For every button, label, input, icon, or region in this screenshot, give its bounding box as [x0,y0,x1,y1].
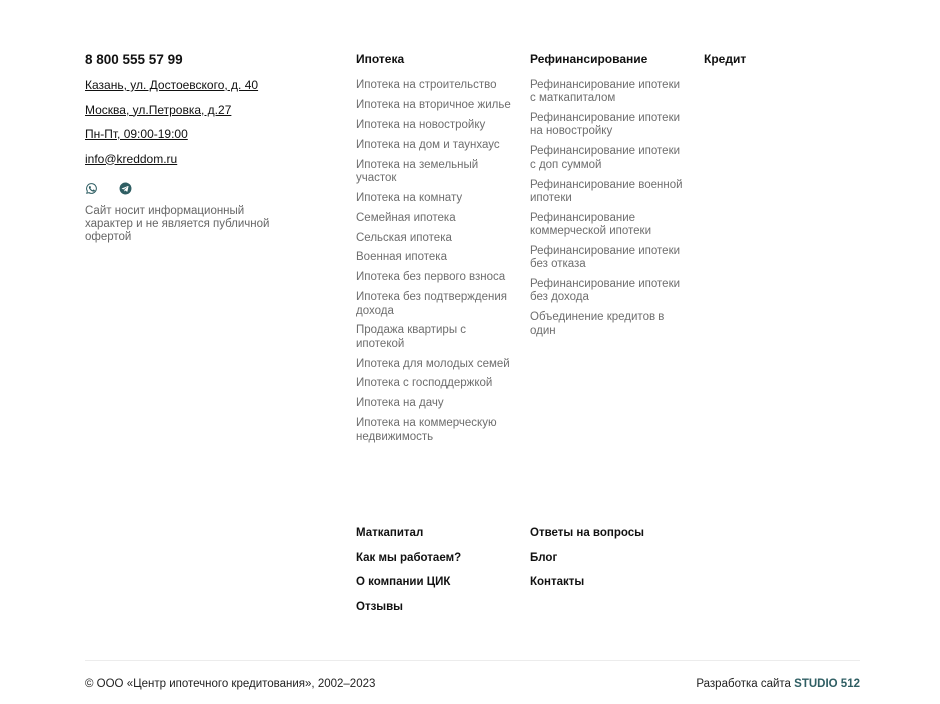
ipoteka-list [356,79,514,444]
refinancing-heading[interactable]: Рефинансирование [530,52,648,66]
ipoteka-link[interactable]: Ипотека без первого взноса [356,271,506,284]
developer-credit [696,678,860,690]
email-link[interactable]: info@kreddom.ru [85,151,178,166]
refinancing-link[interactable]: Рефинансирование ипотеки с доп суммой [530,145,681,171]
developer-label: Разработка сайта [696,678,791,690]
ipoteka-link[interactable]: Ипотека на земельный участок [356,158,479,184]
about-company-link[interactable]: О компании ЦИК [356,576,451,588]
whatsapp-icon[interactable] [85,182,98,195]
footer-divider [85,660,860,661]
ipoteka-link[interactable]: Ипотека на коммерческую недвижимость [356,417,497,443]
telegram-icon[interactable] [119,182,132,195]
social-links [85,180,295,196]
refinancing-link[interactable]: Рефинансирование коммерческой ипотеки [530,211,652,238]
phone-link[interactable]: 8 800 555 57 99 [85,52,183,67]
contacts-link[interactable]: Контакты [530,576,585,588]
ipoteka-link[interactable]: Ипотека на дом и таунхаус [356,138,500,151]
how-we-work-link[interactable]: Как мы работаем? [356,551,462,564]
copyright-text: © ООО «Центр ипотечного кредитования», 2002–2023 [85,678,376,690]
ipoteka-link[interactable]: Сельская ипотека [356,231,452,244]
ipoteka-link[interactable]: Ипотека с господдержкой [356,377,493,390]
maternity-capital-link[interactable]: Маткапитал [356,527,424,539]
ipoteka-link[interactable]: Ипотека без подтверждения дохода [356,291,508,317]
ipoteka-link[interactable]: Ипотека на строительство [356,79,497,91]
ipoteka-link[interactable]: Продажа квартиры с ипотекой [356,324,467,350]
ipoteka-link[interactable]: Ипотека на вторичное жилье [356,98,511,111]
credit-heading[interactable]: Кредит [704,52,747,66]
reviews-link[interactable]: Отзывы [356,600,404,613]
ipoteka-link[interactable]: Ипотека на новостройку [356,118,486,131]
ipoteka-link[interactable]: Ипотека на комнату [356,191,463,204]
working-hours-link[interactable]: Пн-Пт, 09:00-19:00 [85,127,188,141]
ipoteka-link[interactable]: Ипотека на дачу [356,397,444,410]
ipoteka-link[interactable]: Военная ипотека [356,251,447,264]
refinancing-link[interactable]: Рефинансирование ипотеки с маткапиталом [530,79,681,105]
refinancing-link[interactable]: Рефинансирование ипотеки без отказа [530,244,681,271]
refinancing-link[interactable]: Объединение кредитов в один [530,311,665,337]
ipoteka-link[interactable]: Ипотека для молодых семей [356,357,510,370]
credit-column [704,52,862,79]
refinancing-link[interactable]: Рефинансирование военной ипотеки [530,178,683,204]
faq-link[interactable]: Ответы на вопросы [530,527,644,539]
extra-links-right [530,526,690,600]
refinancing-list [530,79,688,338]
ipoteka-column [356,52,514,450]
ipoteka-link[interactable]: Семейная ипотека [356,211,456,224]
refinancing-link[interactable]: Рефинансирование ипотеки без дохода [530,278,681,304]
studio-link[interactable]: STUDIO 512 [794,678,860,690]
address-kazan-link[interactable]: Казань, ул. Достоевского, д. 40 [85,78,259,92]
contacts-block [85,52,295,245]
extra-links-left [356,526,516,624]
disclaimer-text: Сайт носит информационный характер и не является публичной офертой [85,204,270,244]
ipoteka-heading[interactable]: Ипотека [356,52,405,66]
address-moscow-link[interactable]: Москва, ул.Петровка, д.27 [85,102,232,117]
refinancing-link[interactable]: Рефинансирование ипотеки на новостройку [530,112,681,138]
refinancing-column [530,52,688,345]
blog-link[interactable]: Блог [530,551,558,564]
